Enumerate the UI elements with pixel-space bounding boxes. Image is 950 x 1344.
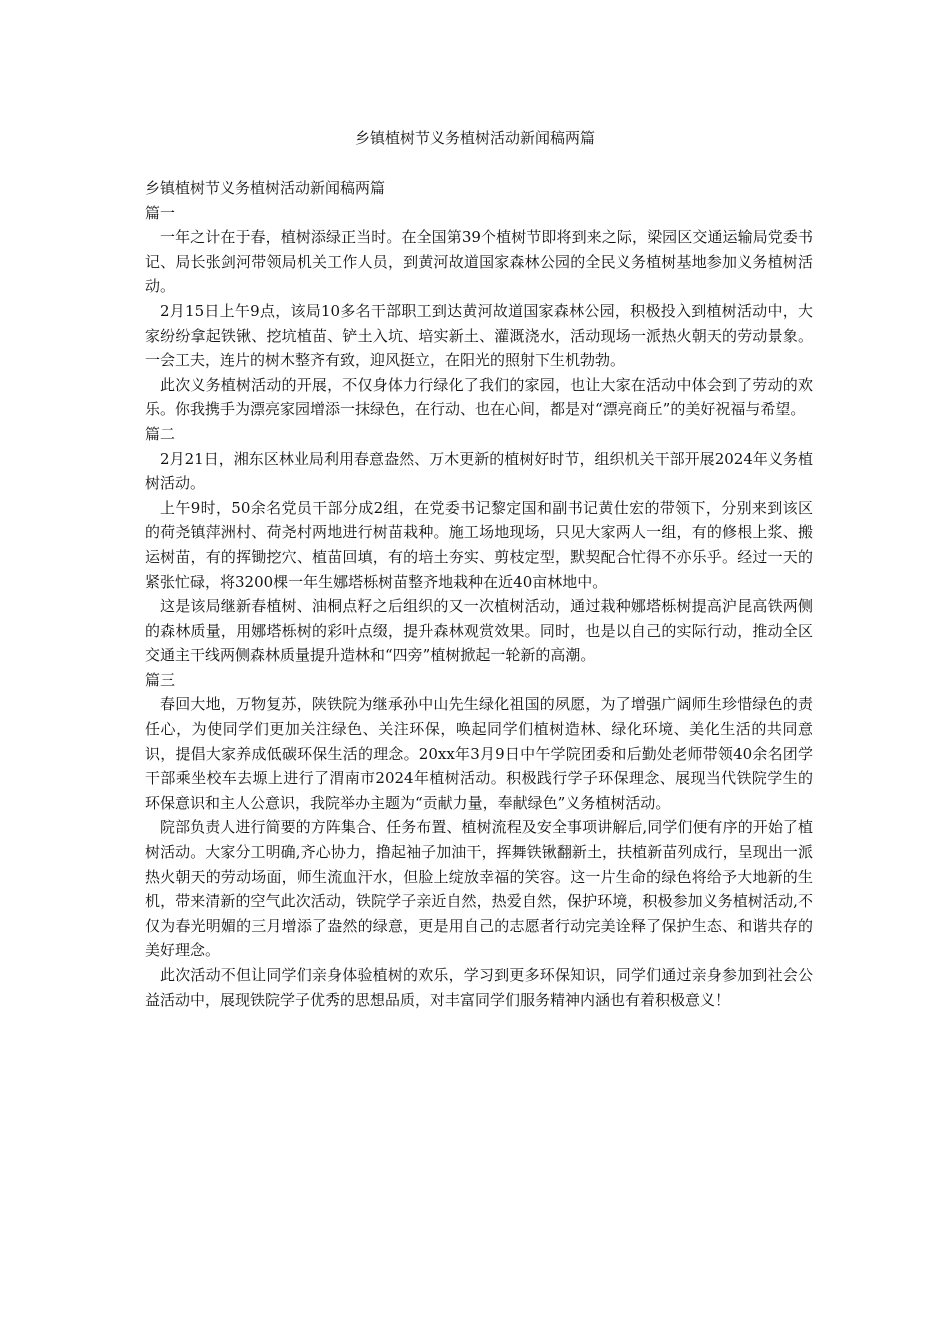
section-1-paragraph-3: 此次义务植树活动的开展，不仅身体力行绿化了我们的家园，也让大家在活动中体会到了劳动的欢乐。你我携手为漂亮家园增添一抹绿色，在行动、也在心间，都是对“漂亮商丘”的美好祝福与希望。: [145, 375, 813, 419]
section-heading-1: 篇一: [145, 203, 176, 222]
section-1-paragraph-2: 2月15日上午9点，该局10多名干部职工到达黄河故道国家森林公园，积极投入到植树活动中，大家纷纷拿起铁锹、挖坑植苗、铲土入坑、培实新土、灌溉浇水，活动现场一派热火朝天的劳动景象。一会工夫，连片的树木整齐有致，迎风挺立，在阳光的照射下生机勃勃。: [145, 301, 813, 370]
section-heading-3: 篇三: [145, 670, 176, 689]
section-heading-2: 篇二: [145, 424, 176, 443]
section-3-paragraph-2: 院部负责人进行简要的方阵集合、任务布置、植树流程及安全事项讲解后,同学们便有序的开始了植树活动。大家分工明确,齐心协力，撸起袖子加油干，挥舞铁锹翻新土，扶植新苗列成行，呈现出一派热火朝天的劳动场面，师生流血汗水，但脸上绽放幸福的笑容。这一片生命的绿色将给予大地新的生机，带来清新的空气此次活动，铁院学子亲近自然，热爱自然，保护环境，积极参加义务植树活动,不仅为春光明媚的三月增添了盎然的绿意，更是用自己的志愿者行动完美诠释了保护生态、和谐共存的美好理念。: [145, 818, 813, 960]
section-3-paragraph-1: 春回大地，万物复苏，陕铁院为继承孙中山先生绿化祖国的夙愿，为了增强广阔师生珍惜绿色的责任心，为使同学们更加关注绿色、关注环保，唤起同学们植树造林、绿化环境、美化生活的共同意识，提倡大家养成低碳环保生活的理念。20xx年3月9日中午学院团委和后勤处老师带领40余名团学干部乘坐校车去塬上进行了渭南市2024年植树活动。积极践行学子环保理念、展现当代铁院学生的环保意识和主人公意识，我院举办主题为“贡献力量，奉献绿色”义务植树活动。: [145, 695, 813, 812]
document-subtitle: 乡镇植树节义务植树活动新闻稿两篇: [145, 179, 386, 197]
section-2-paragraph-2: 上午9时，50余名党员干部分成2组，在党委书记黎定国和副书记黄仕宏的带领下，分别来到该区的荷尧镇萍洲村、荷尧村两地进行树苗栽种。施工场地现场，只见大家两人一组，有的修根上浆、搬运树苗，有的挥锄挖穴、植苗回填，有的培土夯实、剪枝定型，默契配合忙得不亦乐乎。经过一天的紧张忙碌，将3200棵一年生娜塔栎树苗整齐地栽种在近40亩林地中。: [145, 498, 813, 591]
document-body: [145, 176, 813, 1012]
document-title: 乡镇植树节义务植树活动新闻稿两篇: [354, 129, 595, 147]
section-3-paragraph-3: 此次活动不但让同学们亲身体验植树的欢乐，学习到更多环保知识，同学们通过亲身参加到社会公益活动中，展现铁院学子优秀的思想品质，对丰富同学们服务精神内涵也有着积极意义！: [145, 966, 813, 1009]
section-1-paragraph-1: 一年之计在于春，植树添绿正当时。在全国第39个植树节即将到来之际，梁园区交通运输局党委书记、局长张剑河带领局机关工作人员，到黄河故道国家森林公园的全民义务植树基地参加义务植树活动。: [145, 228, 813, 296]
section-2-paragraph-1: 2月21日，湘东区林业局利用春意盎然、万木更新的植树好时节，组织机关干部开展2024年义务植树活动。: [145, 449, 813, 493]
section-2-paragraph-3: 这是该局继新春植树、油桐点籽之后组织的又一次植树活动，通过栽种娜塔栎树提高沪昆高铁两侧的森林质量，用娜塔栎树的彩叶点缀，提升森林观赏效果。同时，也是以自己的实际行动，推动全区交通主干线两侧森林质量提升造林和“四旁”植树掀起一轮新的高潮。: [145, 597, 813, 665]
